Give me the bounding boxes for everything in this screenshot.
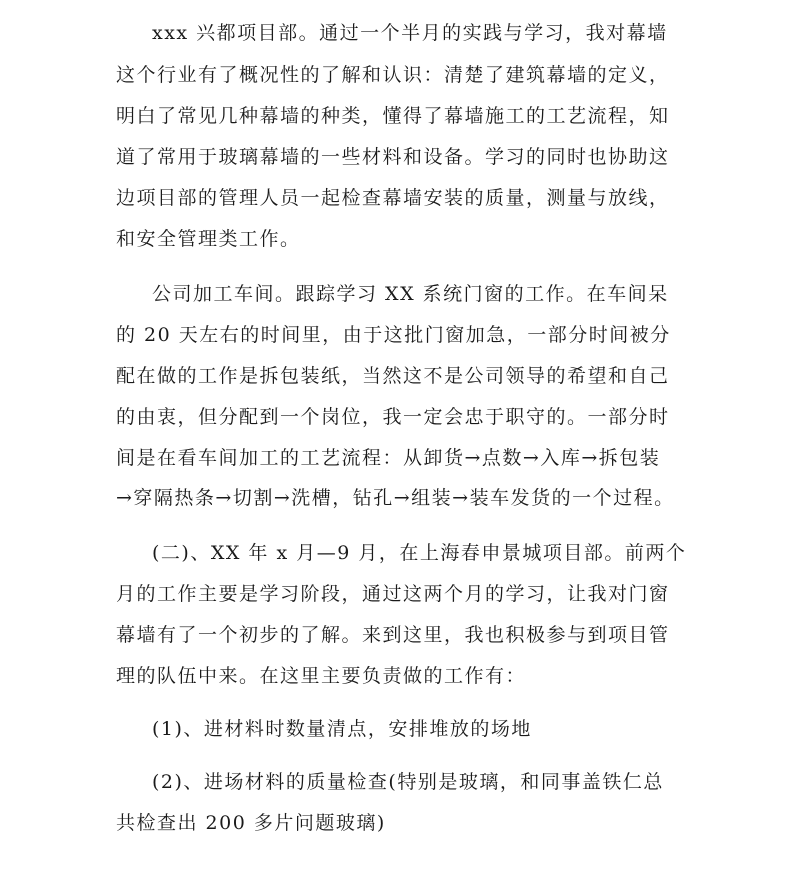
paragraph-line: 明白了常见几种幕墙的种类，懂得了幕墙施工的工艺流程，知 — [116, 105, 670, 127]
paragraph-line: 理的队伍中来。在这里主要负责做的工作有： — [116, 665, 527, 687]
paragraph-line: (二)、XX 年 x 月—9 月，在上海春申景城项目部。前两个 — [152, 542, 687, 564]
paragraph-line: 月的工作主要是学习阶段，通过这两个月的学习，让我对门窗 — [116, 583, 670, 605]
paragraph-line: 道了常用于玻璃幕墙的一些材料和设备。学习的同时也协助这 — [116, 146, 670, 168]
paragraph-line: 的由衷，但分配到一个岗位，我一定会忠于职守的。一部分时 — [116, 406, 670, 428]
paragraph-line: 的 20 天左右的时间里，由于这批门窗加急，一部分时间被分 — [116, 324, 671, 346]
paragraph-line: →穿隔热条→切割→洗槽，钻孔→组装→装车发货的一个过程。 — [116, 487, 675, 509]
paragraph-line: 幕墙有了一个初步的了解。来到这里，我也积极参与到项目管 — [116, 624, 670, 646]
paragraph-line: 共检查出 200 多片问题玻璃) — [116, 812, 386, 834]
paragraph-line: (2)、进场材料的质量检查(特别是玻璃，和同事盖铁仁总 — [152, 771, 664, 793]
paragraph-line: 和安全管理类工作。 — [116, 228, 301, 250]
paragraph-line: 间是在看车间加工的工艺流程：从卸货→点数→入库→拆包装 — [116, 447, 661, 469]
paragraph-line: 边项目部的管理人员一起检查幕墙安装的质量，测量与放线， — [116, 187, 670, 209]
paragraph-line: (1)、进材料时数量清点，安排堆放的场地 — [152, 718, 532, 740]
paragraph-line: 公司加工车间。跟踪学习 XX 系统门窗的工作。在车间呆 — [152, 283, 669, 305]
paragraph-line: 这个行业有了概况性的了解和认识：清楚了建筑幕墙的定义， — [116, 64, 670, 86]
paragraph-line: 配在做的工作是拆包装纸，当然这不是公司领导的希望和自己 — [116, 365, 670, 387]
paragraph-line: xxx 兴都项目部。通过一个半月的实践与学习，我对幕墙 — [152, 22, 668, 44]
